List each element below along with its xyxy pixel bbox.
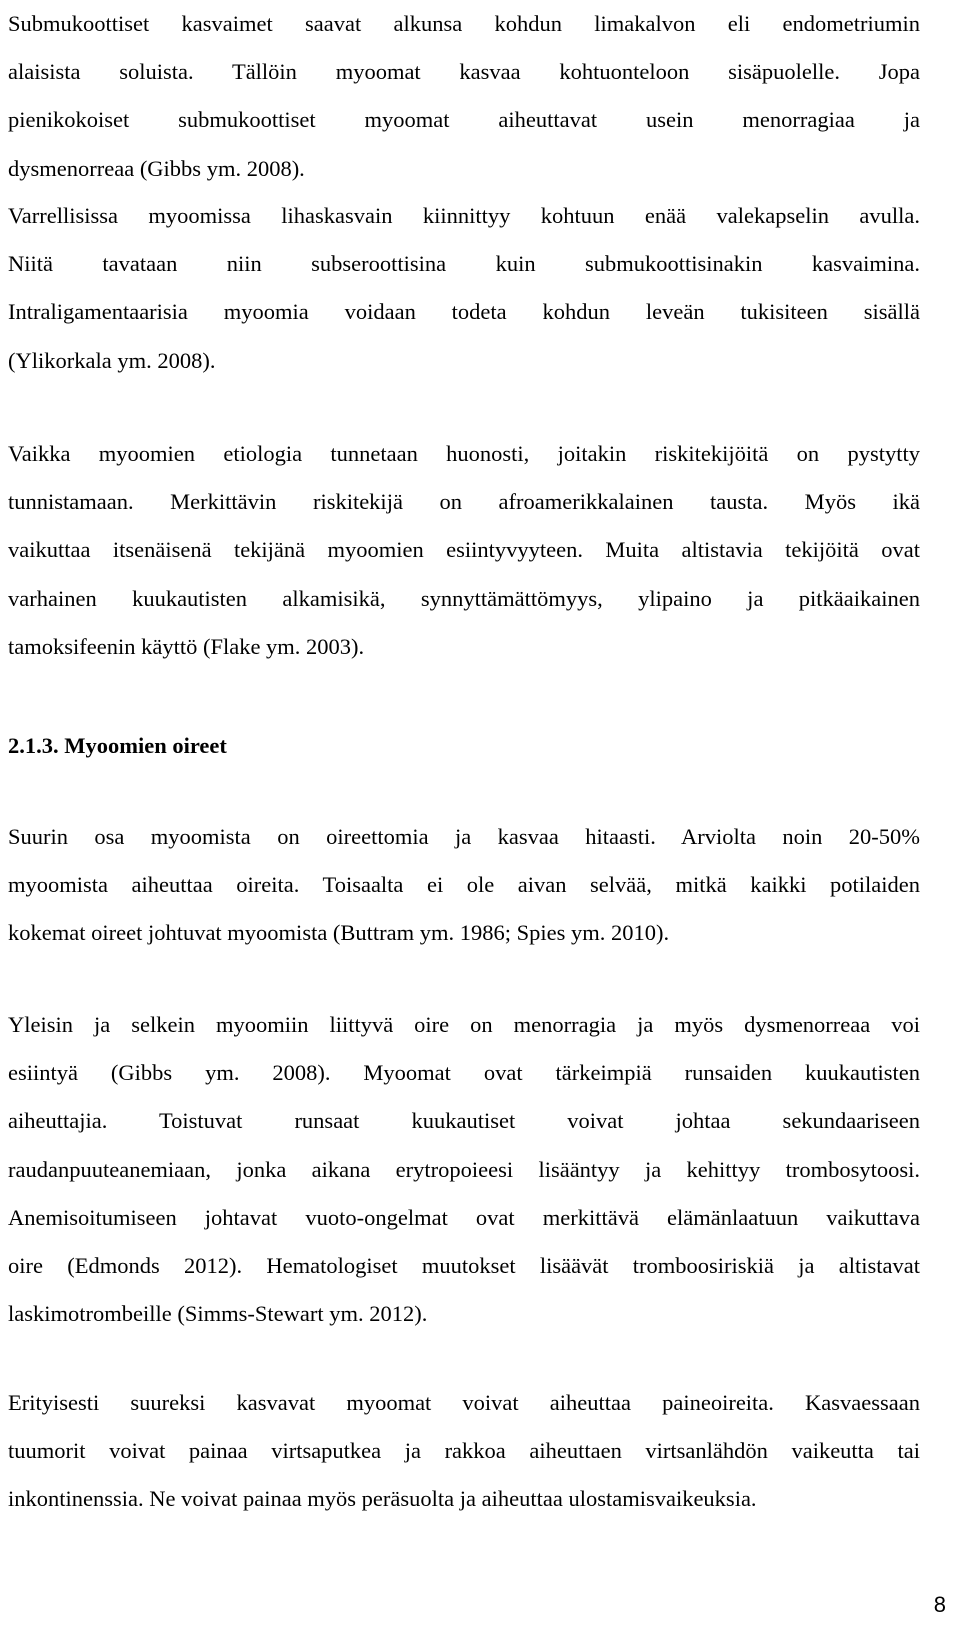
text-line: esiintyä (Gibbs ym. 2008). Myoomat ovat tärkeimpiä runsaiden kuukautisten [8,1060,920,1086]
section-heading: 2.1.3. Myoomien oireet [8,733,227,758]
text-line: Varrellisissa myoomissa lihaskasvain kiinnittyy kohtuun enää valekapselin avulla. [8,203,920,228]
text-line: aiheuttajia. Toistuvat runsaat kuukautiset voivat johtaa sekundaariseen [8,1108,920,1134]
text-line: kokemat oireet johtuvat myoomista (Buttram ym. 1986; Spies ym. 2010). [8,920,670,946]
text-line: Submukoottiset kasvaimet saavat alkunsa kohdun limakalvon eli endometriumin [8,11,920,36]
text-line: tamoksifeenin käyttö (Flake ym. 2003). [8,633,365,659]
text-line: tunnistamaan. Merkittävin riskitekijä on afroamerikkalainen tausta. Myös ikä [8,489,920,515]
text-line: inkontinenssia. Ne voivat painaa myös peräsuolta ja aiheuttaa ulostamisvaikeuksia. [8,1486,757,1512]
text-line: Erityisesti suureksi kasvavat myoomat voivat aiheuttaa paineoireita. Kasvaessaan [8,1390,920,1415]
text-line: Suurin osa myoomista on oireettomia ja kasvaa hitaasti. Arviolta noin 20-50% [8,824,920,849]
text-line: Yleisin ja selkein myoomiin liittyvä oire on menorragia ja myös dysmenorreaa voi [8,1012,920,1037]
text-line: Intraligamentaarisia myoomia voidaan todeta kohdun leveän tukisiteen sisällä [8,299,920,325]
text-line: Vaikka myoomien etiologia tunnetaan huonosti, joitakin riskitekijöitä on pystytty [8,441,920,466]
text-line: pienikokoiset submukoottiset myoomat aiheuttavat usein menorragiaa ja [8,107,920,133]
text-line: vaikuttaa itsenäisenä tekijänä myoomien esiintyvyyteen. Muita altistavia tekijöitä ovat [8,537,920,563]
text-line: alaisista soluista. Tällöin myoomat kasvaa kohtuonteloon sisäpuolelle. Jopa [8,59,920,85]
text-line: laskimotrombeille (Simms-Stewart ym. 2012). [8,1301,428,1327]
paragraph-symptom-prevalence [8,813,920,958]
text-line: myoomista aiheuttaa oireita. Toisaalta ei ole aivan selvää, mitkä kaikki potilaiden [8,872,920,898]
paragraph-pedunculated-fibroids [8,192,920,385]
paragraph-submucous-fibroids [8,0,920,193]
text-line: Anemisoitumiseen johtavat vuoto-ongelmat ovat merkittävä elämänlaatuun vaikuttava [8,1204,920,1230]
text-line: (Ylikorkala ym. 2008). [8,347,216,373]
text-line: tuumorit voivat painaa virtsaputkea ja rakkoa aiheuttaen virtsanlähdön vaikeutta tai [8,1438,920,1464]
text-line: Niitä tavataan niin subseroottisina kuin submukoottisinakin kasvaimina. [8,251,920,277]
text-line: oire (Edmonds 2012). Hematologiset muutokset lisäävät tromboosiriskiä ja altistavat [8,1253,920,1279]
text-line: raudanpuuteanemiaan, jonka aikana erytropoieesi lisääntyy ja kehittyy trombosytoosi. [8,1156,920,1182]
page-number: 8 [933,1592,946,1617]
paragraph-menorrhagia [8,1001,920,1338]
paragraph-etiology [8,430,920,671]
paragraph-pressure-symptoms [8,1379,920,1524]
text-line: dysmenorreaa (Gibbs ym. 2008). [8,155,305,181]
text-line: varhainen kuukautisten alkamisikä, synnyttämättömyys, ylipaino ja pitkäaikainen [8,585,920,611]
